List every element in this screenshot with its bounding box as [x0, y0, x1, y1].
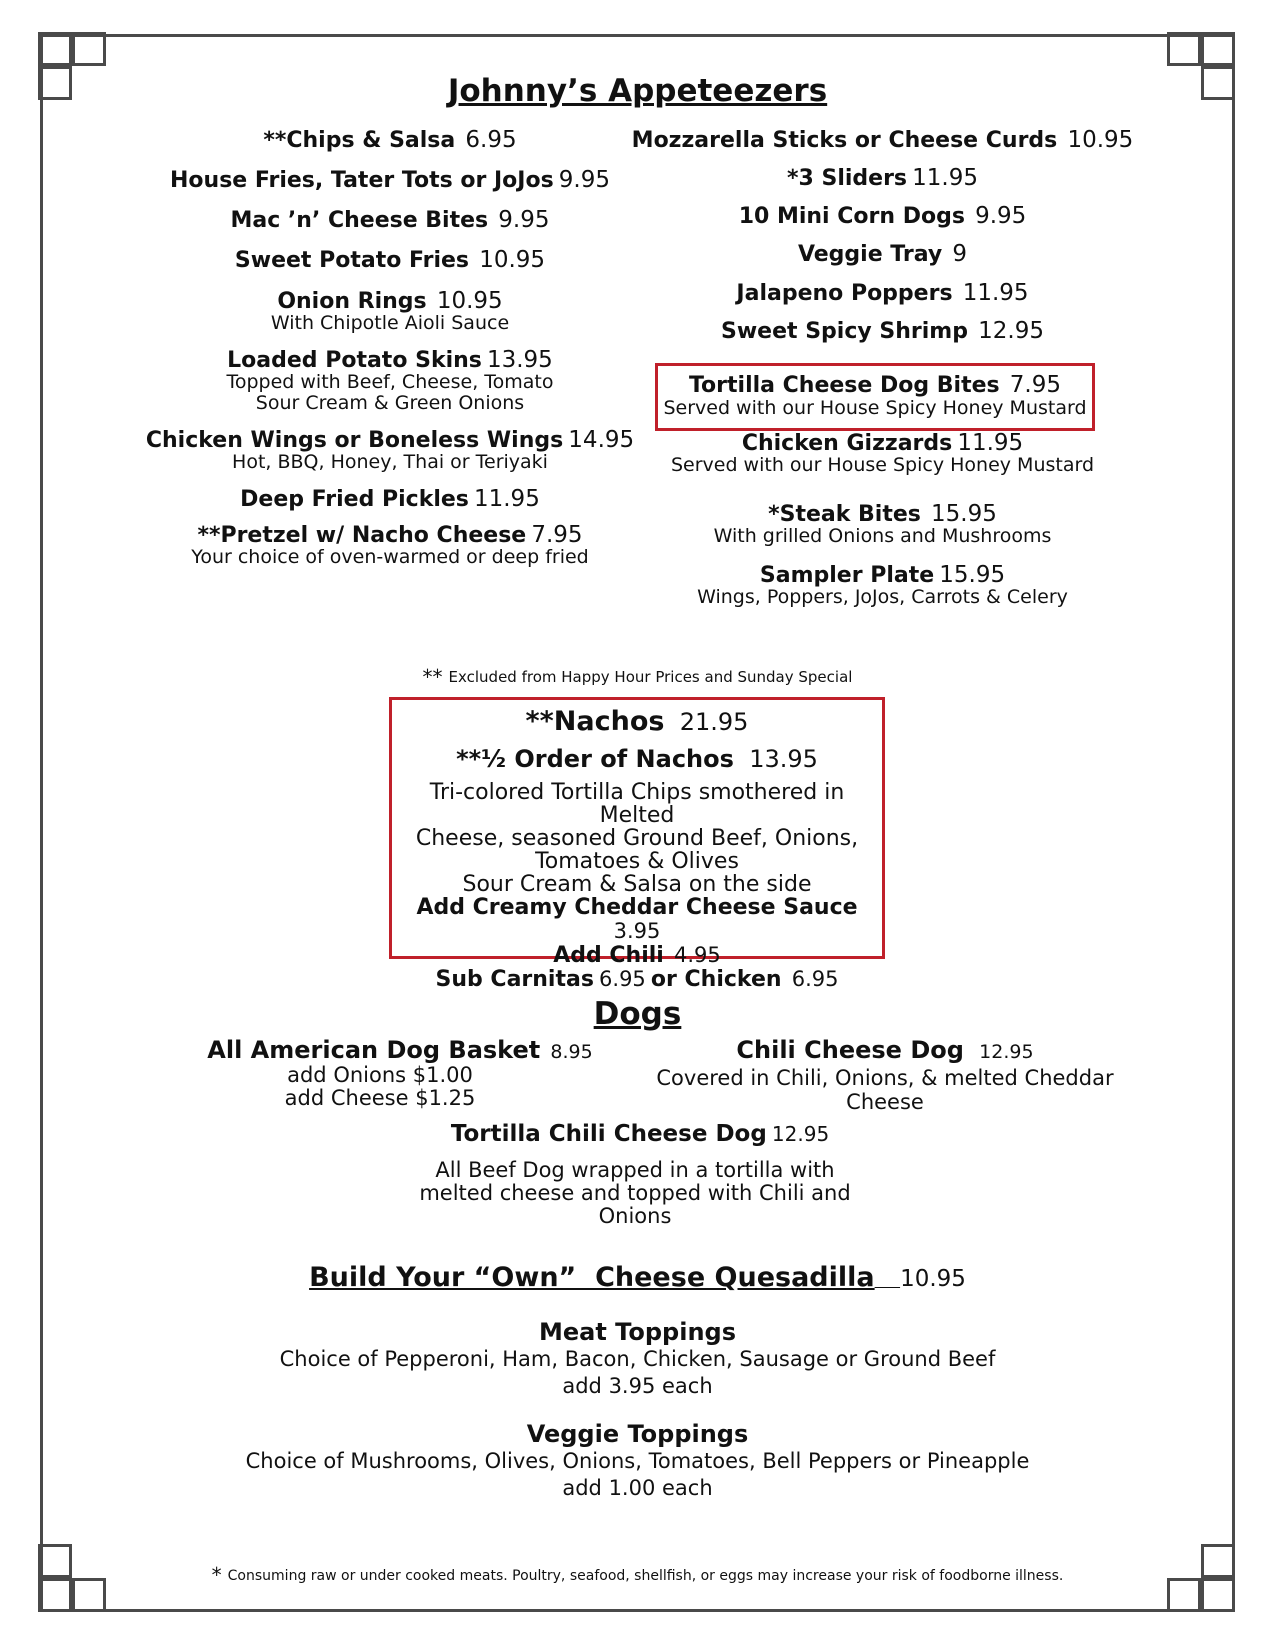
- item-name: Jalapeno Poppers: [736, 280, 953, 306]
- menu-item: [610, 431, 1155, 476]
- addon-price: 3.95: [613, 919, 661, 943]
- item-price: 12.95: [771, 1122, 830, 1146]
- nachos-addon-chili: [392, 944, 882, 968]
- item-description: Cheese: [846, 1090, 924, 1114]
- item-name: *3 Sliders: [787, 166, 908, 192]
- menu-item: [610, 242, 1155, 266]
- foodborne-illness-disclaimer: [0, 1563, 1275, 1587]
- item-description: Hot, BBQ, Honey, Thai or Teriyaki: [232, 450, 548, 473]
- item-price: 13.95: [486, 346, 553, 373]
- item-name: All American Dog Basket: [207, 1036, 541, 1064]
- item-name: Sweet Spicy Shrimp: [721, 318, 968, 344]
- menu-item: [610, 166, 1155, 190]
- item-name: Deep Fried Pickles: [240, 486, 469, 512]
- half-nachos-item: [392, 745, 882, 773]
- menu-item: [120, 128, 660, 152]
- item-name: Sampler Plate: [759, 563, 935, 589]
- item-name: **Pretzel w/ Nacho Cheese: [197, 523, 527, 549]
- meat-toppings-section: [0, 1318, 1275, 1400]
- menu-item: [120, 428, 660, 473]
- description-line: Cheese, seasoned Ground Beef, Onions,: [415, 826, 859, 851]
- item-name: Onion Rings: [277, 288, 427, 314]
- item-option: add Onions $1.00: [287, 1063, 473, 1087]
- menu-item: [120, 289, 660, 334]
- nachos-sub-protein: [392, 968, 882, 992]
- menu-item: [120, 248, 660, 272]
- description-line: Tri-colored Tortilla Chips smothered in Melted: [429, 780, 845, 828]
- menu-item: [610, 502, 1155, 547]
- double-asterisk-mark: **: [422, 665, 443, 689]
- item-name: Chili Cheese Dog: [736, 1036, 964, 1064]
- item-name: Tortilla Cheese Dog Bites: [688, 373, 1000, 398]
- item-name: Veggie Tray: [797, 242, 943, 268]
- nachos-price: 21.95: [679, 708, 749, 736]
- veggie-toppings-section: [0, 1420, 1275, 1502]
- item-price: 12.95: [978, 317, 1044, 344]
- happy-hour-note: [0, 665, 1275, 689]
- disclaimer-text: Consuming raw or under cooked meats. Poultry, seafood, shellfish, or eggs may increase your risk of foodborne illness.: [227, 1568, 1064, 1584]
- addon-name: Add Chili: [553, 943, 664, 968]
- addon-price: 4.95: [674, 943, 721, 967]
- nachos-highlight-box: [389, 697, 885, 992]
- veggie-toppings-description: Choice of Mushrooms, Olives, Onions, Tomatoes, Bell Peppers or Pineapple: [245, 1449, 1030, 1473]
- appetizers-right-column: [610, 128, 1155, 343]
- sub-alternative: or Chicken: [650, 967, 782, 992]
- menu-item: [120, 208, 660, 232]
- meat-toppings-title: Meat Toppings: [539, 1318, 736, 1346]
- item-price: 11.95: [962, 279, 1029, 306]
- item-option: add Cheese $1.25: [284, 1086, 476, 1110]
- menu-item: [120, 168, 660, 192]
- sub-price: 6.95: [599, 967, 646, 991]
- appetizers-title: Johnny’s Appeteezers: [447, 73, 828, 109]
- menu-item: [610, 128, 1155, 152]
- item-price: 6.95: [465, 127, 517, 153]
- item-name: Tortilla Chili Cheese Dog: [450, 1121, 767, 1147]
- item-price: 7.95: [531, 522, 583, 549]
- description-line: All Beef Dog wrapped in a tortilla with: [435, 1158, 835, 1182]
- veggie-toppings-title: Veggie Toppings: [526, 1420, 749, 1448]
- quesadilla-heading: [0, 1262, 1275, 1293]
- item-description: Sour Cream & Green Onions: [255, 391, 525, 414]
- item-name: Loaded Potato Skins: [227, 347, 482, 373]
- dog-item-tortilla-chili-cheese: [400, 1121, 880, 1228]
- menu-item: [610, 563, 1155, 608]
- item-name: Mac ’n’ Cheese Bites: [230, 208, 489, 234]
- item-price: 12.95: [979, 1041, 1034, 1063]
- item-price: 15.95: [931, 501, 997, 528]
- item-price: 15.95: [939, 562, 1006, 589]
- item-price: 7.95: [1009, 372, 1062, 398]
- item-price: 14.95: [568, 426, 635, 453]
- asterisk-mark: *: [211, 1563, 222, 1587]
- item-description: Wings, Poppers, JoJos, Carrots & Celery: [697, 586, 1068, 609]
- appetizers-left-column: [120, 128, 660, 582]
- quesadilla-title: Build Your “Own” Cheese Quesadilla: [309, 1262, 875, 1293]
- item-price: 8.95: [550, 1041, 593, 1063]
- appetizers-right-column-continued: [610, 431, 1155, 622]
- dog-item-american: [200, 1036, 600, 1110]
- item-price: 9.95: [975, 203, 1027, 230]
- item-price: 11.95: [473, 485, 540, 512]
- menu-item: [120, 348, 660, 414]
- item-price: 11.95: [912, 165, 978, 192]
- item-description: With Chipotle Aioli Sauce: [270, 311, 510, 334]
- sub-name: Sub Carnitas: [435, 967, 594, 992]
- item-price: 10.95: [479, 247, 546, 274]
- sub-price: 6.95: [791, 967, 839, 991]
- item-description: Served with our House Spicy Honey Mustard: [670, 454, 1095, 477]
- menu-item: [610, 319, 1155, 343]
- menu-item: [610, 204, 1155, 228]
- item-description: Your choice of oven-warmed or deep fried: [191, 546, 589, 569]
- menu-item: [120, 523, 660, 568]
- addon-name: Add Creamy Cheddar Cheese Sauce: [416, 895, 858, 920]
- item-name: *Steak Bites: [768, 502, 921, 528]
- item-name: Sweet Potato Fries: [234, 248, 470, 274]
- quesadilla-price: 10.95: [900, 1266, 966, 1292]
- item-name: House Fries, Tater Tots or JoJos: [170, 168, 554, 194]
- dog-item-chili-cheese: [650, 1036, 1120, 1114]
- meat-toppings-price: add 3.95 each: [562, 1374, 713, 1398]
- item-price: 9.95: [498, 207, 550, 234]
- tortilla-bites-highlight-box: [655, 363, 1095, 431]
- item-name: Chicken Gizzards: [741, 431, 953, 456]
- half-nachos-price: 13.95: [749, 745, 818, 773]
- happy-hour-note-text: Excluded from Happy Hour Prices and Sunday Special: [448, 668, 853, 686]
- menu-item: [610, 281, 1155, 305]
- item-price: 10.95: [1067, 127, 1134, 153]
- item-name: Mozzarella Sticks or Cheese Curds: [631, 128, 1058, 153]
- item-price: 9: [952, 241, 968, 268]
- item-price: 11.95: [957, 430, 1024, 456]
- item-description: With grilled Onions and Mushrooms: [713, 525, 1052, 548]
- dogs-title: Dogs: [593, 996, 682, 1032]
- description-line: Onions: [598, 1204, 672, 1228]
- item-name: 10 Mini Corn Dogs: [738, 204, 965, 230]
- item-description: Served with our House Spicy Honey Mustard: [663, 397, 1087, 419]
- description-line: Tomatoes & Olives: [535, 849, 739, 874]
- nachos-item: [392, 706, 882, 737]
- menu-item: [120, 487, 660, 511]
- item-description: [400, 1159, 880, 1228]
- half-nachos-name: **½ Order of Nachos: [456, 745, 734, 773]
- item-description: Topped with Beef, Cheese, Tomato: [226, 370, 554, 393]
- description-line: Sour Cream & Salsa on the side: [462, 872, 812, 897]
- nachos-name: **Nachos: [525, 706, 665, 737]
- description-line: melted cheese and topped with Chili and: [419, 1181, 851, 1205]
- nachos-description: [392, 781, 882, 896]
- item-description: Covered in Chili, Onions, & melted Cheddar: [656, 1066, 1114, 1090]
- veggie-toppings-price: add 1.00 each: [562, 1476, 713, 1500]
- item-price: 10.95: [436, 287, 503, 314]
- item-price: 9.95: [558, 167, 610, 194]
- meat-toppings-description: Choice of Pepperoni, Ham, Bacon, Chicken, Sausage or Ground Beef: [279, 1347, 996, 1371]
- item-name: Chicken Wings or Boneless Wings: [145, 427, 564, 453]
- nachos-addon-cheese: [392, 896, 882, 944]
- item-name: **Chips & Salsa: [263, 128, 456, 153]
